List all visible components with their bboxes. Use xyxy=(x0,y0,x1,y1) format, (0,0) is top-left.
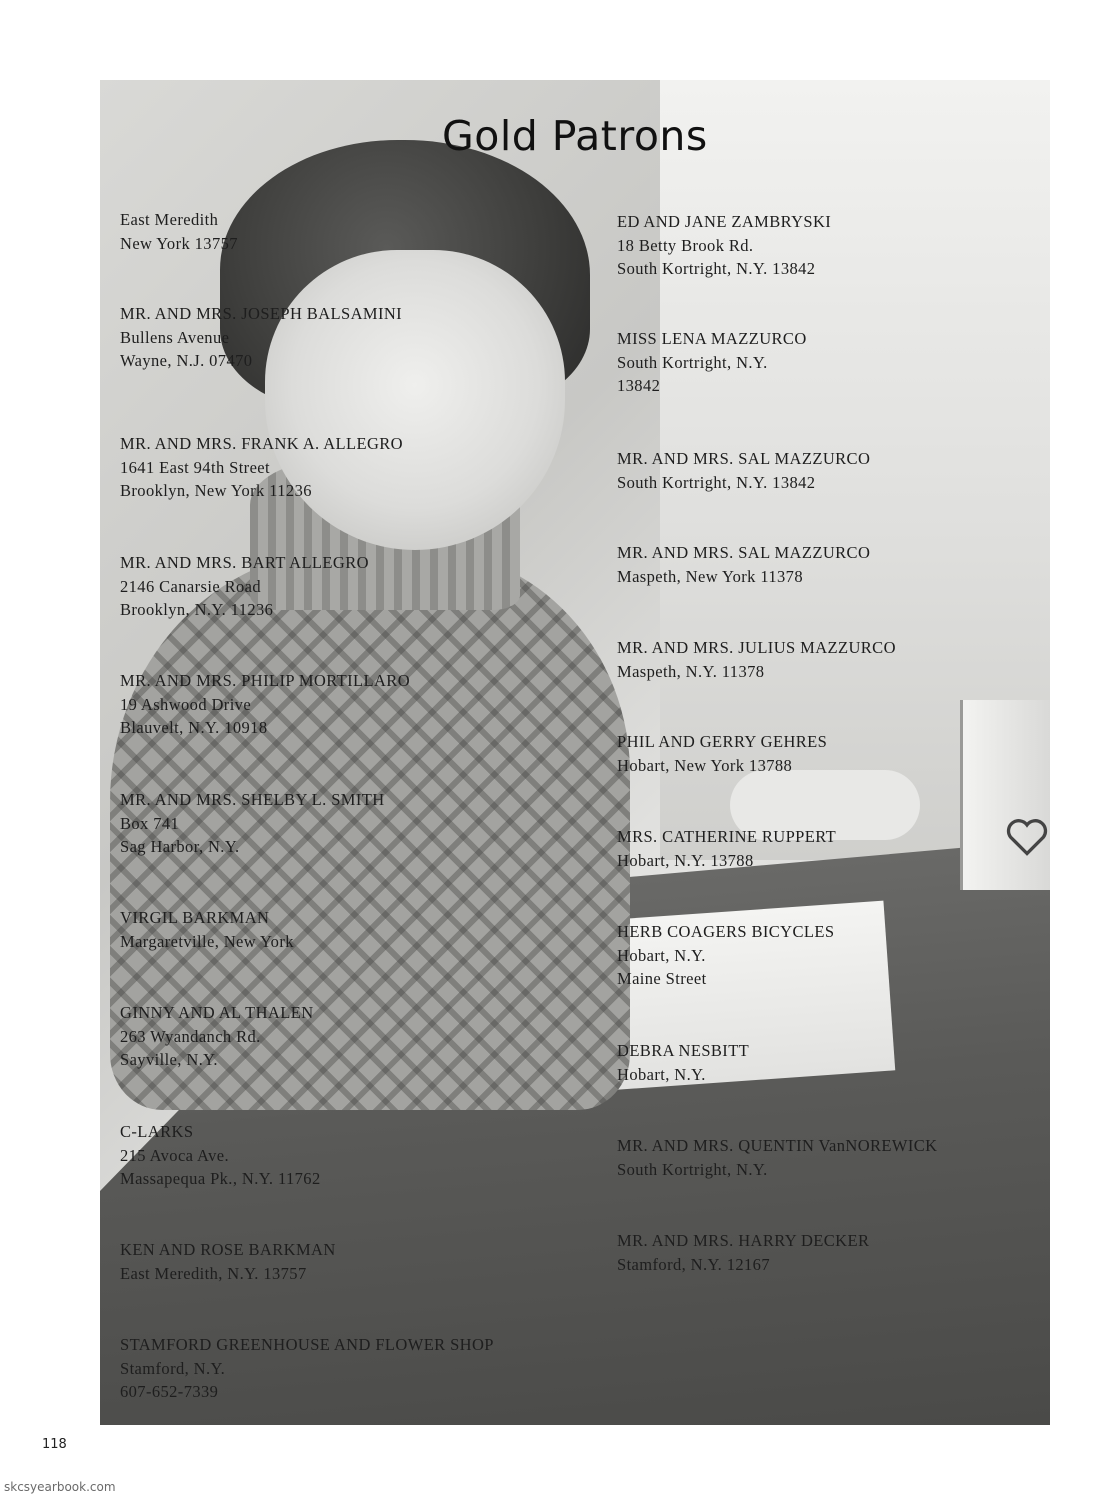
patron-address-line: South Kortright, N.Y. xyxy=(617,1159,768,1179)
patron-entry xyxy=(617,447,870,494)
patron-entry xyxy=(617,825,836,872)
patron-name: KEN AND ROSE BARKMAN xyxy=(120,1240,336,1259)
patron-name: MR. AND MRS. SAL MAZZURCO xyxy=(617,449,871,468)
patron-name: East Meredith xyxy=(120,210,219,229)
page-number: 118 xyxy=(42,1437,67,1452)
patron-address-line: Sayville, N.Y. xyxy=(120,1050,218,1069)
patron-entry xyxy=(120,906,294,953)
patron-address-line: 1641 East 94th Street xyxy=(120,457,271,477)
patron-entry xyxy=(120,1120,321,1191)
patron-entry xyxy=(120,1333,494,1404)
patron-name: C-LARKS xyxy=(120,1122,194,1141)
patron-address-line: Hobart, New York 13788 xyxy=(617,755,793,775)
patron-name: MR. AND MRS. BART ALLEGRO xyxy=(120,553,369,572)
patron-address-line: Hobart, N.Y. xyxy=(617,1064,706,1084)
patron-address-line: Maspeth, New York 11378 xyxy=(617,566,803,586)
patron-entry xyxy=(617,327,807,398)
patron-address-line: Stamford, N.Y. 12167 xyxy=(617,1254,770,1274)
background-photo xyxy=(100,80,1050,1425)
patron-address-line: Maspeth, N.Y. 11378 xyxy=(617,661,765,681)
patron-name: MR. AND MRS. HARRY DECKER xyxy=(617,1231,870,1250)
patron-address-line: Bullens Avenue xyxy=(120,327,230,347)
patron-address-line: Stamford, N.Y. xyxy=(120,1358,226,1378)
patron-address-line: South Kortright, N.Y. 13842 xyxy=(617,472,816,492)
patron-name: MR. AND MRS. PHILIP MORTILLARO xyxy=(120,671,411,690)
patron-name: HERB COAGERS BICYCLES xyxy=(617,922,835,941)
patron-name: MRS. CATHERINE RUPPERT xyxy=(617,827,837,846)
patron-name: PHIL AND GERRY GEHRES xyxy=(617,732,828,751)
watermark: skcsyearbook.com xyxy=(4,1480,116,1494)
patron-address-line: Wayne, N.J. 07470 xyxy=(120,351,253,370)
patron-address-line: Blauvelt, N.Y. 10918 xyxy=(120,718,268,737)
patron-name: GINNY AND AL THALEN xyxy=(120,1003,314,1022)
patron-address-line: New York 13757 xyxy=(120,233,238,253)
patron-address-line: Brooklyn, N.Y. 11236 xyxy=(120,600,274,619)
page-title: Gold Patrons xyxy=(442,112,708,160)
patron-entry xyxy=(617,1134,938,1181)
patron-entry xyxy=(617,730,827,777)
patron-address-line: Margaretville, New York xyxy=(120,931,294,951)
photo-face xyxy=(265,250,565,550)
patron-address-line: Hobart, N.Y. xyxy=(617,945,706,965)
patron-entry xyxy=(120,432,403,503)
patron-address-line: Box 741 xyxy=(120,813,180,833)
patron-entry xyxy=(120,208,238,255)
patron-name: MR. AND MRS. FRANK A. ALLEGRO xyxy=(120,434,403,453)
patron-address-line: 18 Betty Brook Rd. xyxy=(617,235,754,255)
patron-name: MR. AND MRS. SAL MAZZURCO xyxy=(617,543,871,562)
patron-entry xyxy=(120,788,385,859)
patron-name: STAMFORD GREENHOUSE AND FLOWER SHOP xyxy=(120,1335,494,1354)
photo-milk-carton xyxy=(960,700,1050,890)
patron-address-line: Sag Harbor, N.Y. xyxy=(120,837,240,856)
patron-address-line: Hobart, N.Y. 13788 xyxy=(617,850,754,870)
patron-entry xyxy=(617,920,834,991)
patron-entry xyxy=(120,1001,314,1072)
patron-name: VIRGIL BARKMAN xyxy=(120,908,270,927)
patron-address-line: East Meredith, N.Y. 13757 xyxy=(120,1263,307,1283)
heart-icon xyxy=(1005,815,1049,859)
patron-address-line: Brooklyn, New York 11236 xyxy=(120,481,312,500)
patron-address-line: 19 Ashwood Drive xyxy=(120,694,252,714)
patron-name: ED AND JANE ZAMBRYSKI xyxy=(617,212,832,231)
patron-name: MR. AND MRS. JULIUS MAZZURCO xyxy=(617,638,896,657)
patron-entry xyxy=(120,1238,336,1285)
patron-address-line: 215 Avoca Ave. xyxy=(120,1145,230,1165)
patron-entry xyxy=(617,210,831,281)
patron-address-line: 607-652-7339 xyxy=(120,1382,219,1401)
patron-name: MR. AND MRS. SHELBY L. SMITH xyxy=(120,790,385,809)
patron-name: MR. AND MRS. JOSEPH BALSAMINI xyxy=(120,304,403,323)
patron-address-line: 263 Wyandanch Rd. xyxy=(120,1026,261,1046)
patron-address-line: South Kortright, N.Y. 13842 xyxy=(617,259,816,278)
patron-address-line: Massapequa Pk., N.Y. 11762 xyxy=(120,1169,321,1188)
patron-entry xyxy=(120,669,410,740)
patron-address-line: Maine Street xyxy=(617,969,707,988)
patron-entry xyxy=(617,636,896,683)
patron-entry xyxy=(617,1039,749,1086)
patron-address-line: South Kortright, N.Y. xyxy=(617,352,768,372)
patron-name: MISS LENA MAZZURCO xyxy=(617,329,807,348)
patron-name: DEBRA NESBITT xyxy=(617,1041,750,1060)
patron-entry xyxy=(120,551,369,622)
patron-name: MR. AND MRS. QUENTIN VanNOREWICK xyxy=(617,1136,938,1155)
patron-entry xyxy=(617,541,870,588)
patron-entry xyxy=(617,1229,869,1276)
patron-address-line: 13842 xyxy=(617,376,661,395)
patron-address-line: 2146 Canarsie Road xyxy=(120,576,262,596)
patron-entry xyxy=(120,302,402,373)
